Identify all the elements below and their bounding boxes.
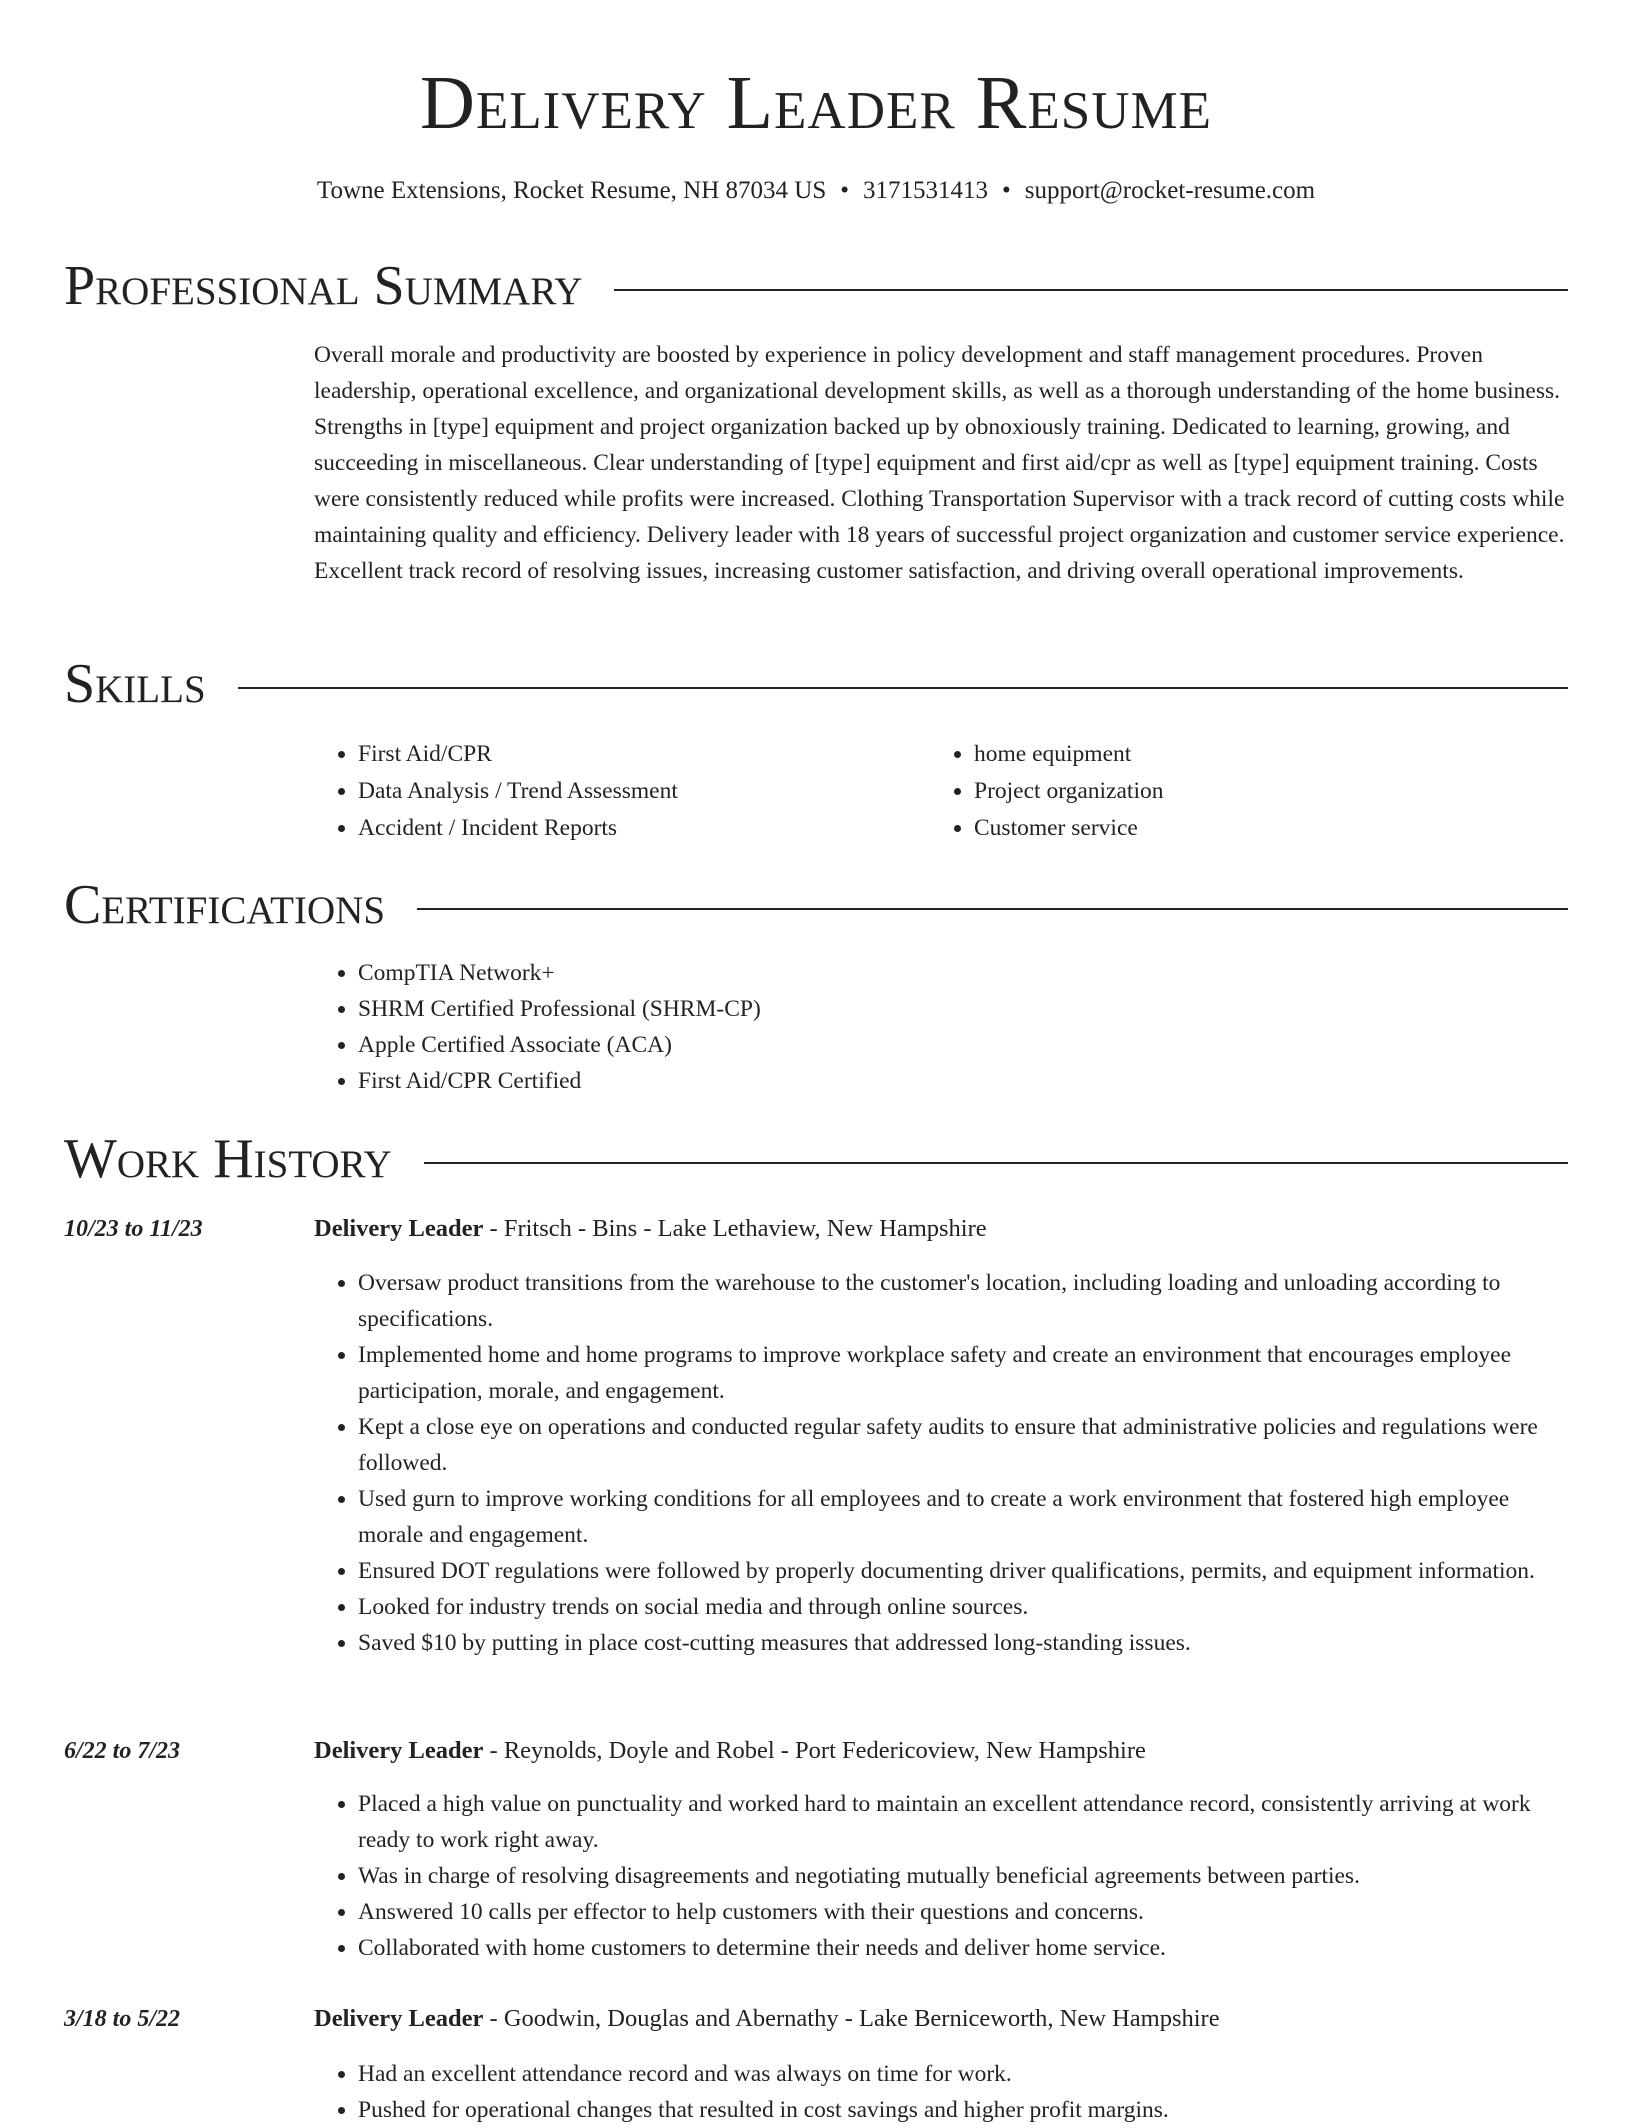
separator: • <box>1002 177 1011 204</box>
duty-item: • Used gurn to improve working conditions for all employees and to create a work environment that fostered high employee morale and engagement. <box>358 1481 1570 1553</box>
section-certifications <box>64 873 1568 937</box>
skill-item: • home equipment <box>974 736 1530 772</box>
section-professional-summary <box>64 254 1568 318</box>
job-dates: 10/23 to 11/23 <box>64 1216 203 1242</box>
separator: • <box>840 177 850 204</box>
contact-line <box>0 174 1632 208</box>
job-title <box>314 2002 1570 2036</box>
job-title <box>314 1734 1570 1768</box>
job-employer: - Goodwin, Douglas and Abernathy - Lake Berniceworth, New Hampshire <box>483 2005 1220 2032</box>
section-heading: Work History <box>64 1128 392 1190</box>
skill-item: • Data Analysis / Trend Assessment <box>358 773 914 809</box>
section-work-history <box>64 1127 1568 1191</box>
job-title <box>314 1212 1570 1246</box>
skill-item: • First Aid/CPR <box>358 736 914 772</box>
section-rule <box>238 687 1568 689</box>
certification-item: • First Aid/CPR Certified <box>358 1063 1570 1099</box>
resume-title: Delivery Leader Resume <box>419 61 1213 145</box>
section-skills <box>64 652 1568 716</box>
certification-item: • CompTIA Network+ <box>358 955 1570 991</box>
section-rule <box>614 289 1568 291</box>
section-heading: Professional Summary <box>64 255 583 317</box>
duty-item: • Pushed for operational changes that resulted in cost savings and higher profit margins. <box>358 2092 1570 2128</box>
duty-item: • Collaborated with home customers to determine their needs and deliver home service. <box>358 1930 1570 1966</box>
section-heading: Skills <box>64 653 206 715</box>
job-dates: 3/18 to 5/22 <box>64 2006 181 2032</box>
certification-item: • Apple Certified Associate (ACA) <box>358 1027 1570 1063</box>
section-rule <box>417 908 1568 910</box>
section-heading: Certifications <box>64 874 386 936</box>
duty-item: • Saved $10 by putting in place cost-cutting measures that addressed long-standing issues. <box>358 1625 1570 1661</box>
duty-item: • Oversaw product transitions from the warehouse to the customer's location, including loading and unloading according to specifications. <box>358 1265 1570 1337</box>
skills-column-right <box>930 736 1530 847</box>
job-dates: 6/22 to 7/23 <box>64 1738 181 1764</box>
certifications-list <box>314 955 1570 1099</box>
summary-text: Overall morale and productivity are boosted by experience in policy development and staff management procedures. Proven leadership, operational excellence, and organizational development skills, as well as a thorough understanding of the home business. Strengths in [type] equipment and project organization backed up by obnoxiously training. Dedicated to learning, growing, and succeeding in miscellaneous. Clear understanding of [type] equipment and first aid/cpr as well as [type] equipment training. Costs were consistently reduced while profits were increased. Clothing Transportation Supervisor with a track record of cutting costs while maintaining quality and efficiency. Delivery leader with 18 years of successful project organization and customer service experience. Excellent track record of resolving issues, increasing customer satisfaction, and driving overall operational improvements. <box>314 342 1565 584</box>
duty-item: • Had an excellent attendance record and was always on time for work. <box>358 2056 1570 2092</box>
certification-item: • SHRM Certified Professional (SHRM-CP) <box>358 991 1570 1027</box>
duty-item: • Answered 10 calls per effector to help customers with their questions and concerns. <box>358 1894 1570 1930</box>
job-duties <box>314 1786 1570 1966</box>
job-role: Delivery Leader <box>314 2005 484 2032</box>
job-employer: - Fritsch - Bins - Lake Lethaview, New Hampshire <box>483 1215 987 1242</box>
duty-item: • Ensured DOT regulations were followed by properly documenting driver qualifications, permits, and equipment information. <box>358 1553 1570 1589</box>
job-employer: - Reynolds, Doyle and Robel - Port Federicoview, New Hampshire <box>483 1737 1146 1764</box>
phone: 3171531413 <box>863 177 989 204</box>
duty-item: • Was in charge of resolving disagreements and negotiating mutually beneficial agreements between parties. <box>358 1858 1570 1894</box>
job-duties <box>314 2056 1570 2128</box>
duty-item: • Kept a close eye on operations and conducted regular safety audits to ensure that administrative policies and regulations were followed. <box>358 1409 1570 1481</box>
skill-item: • Customer service <box>974 810 1530 846</box>
duty-item: • Looked for industry trends on social media and through online sources. <box>358 1589 1570 1625</box>
address: Towne Extensions, Rocket Resume, NH 87034 US <box>316 177 827 204</box>
job-role: Delivery Leader <box>314 1737 484 1764</box>
duty-item: • Implemented home and home programs to improve workplace safety and create an environment that encourages employee participation, morale, and engagement. <box>358 1337 1570 1409</box>
skill-item: • Project organization <box>974 773 1530 809</box>
skill-item: • Accident / Incident Reports <box>358 810 914 846</box>
skills-column-left <box>314 736 914 847</box>
job-duties <box>314 1265 1570 1661</box>
email: support@rocket-resume.com <box>1024 177 1316 204</box>
duty-item: • Placed a high value on punctuality and worked hard to maintain an excellent attendance record, consistently arriving at work ready to work right away. <box>358 1786 1570 1858</box>
section-rule <box>424 1162 1568 1164</box>
job-role: Delivery Leader <box>314 1215 484 1242</box>
